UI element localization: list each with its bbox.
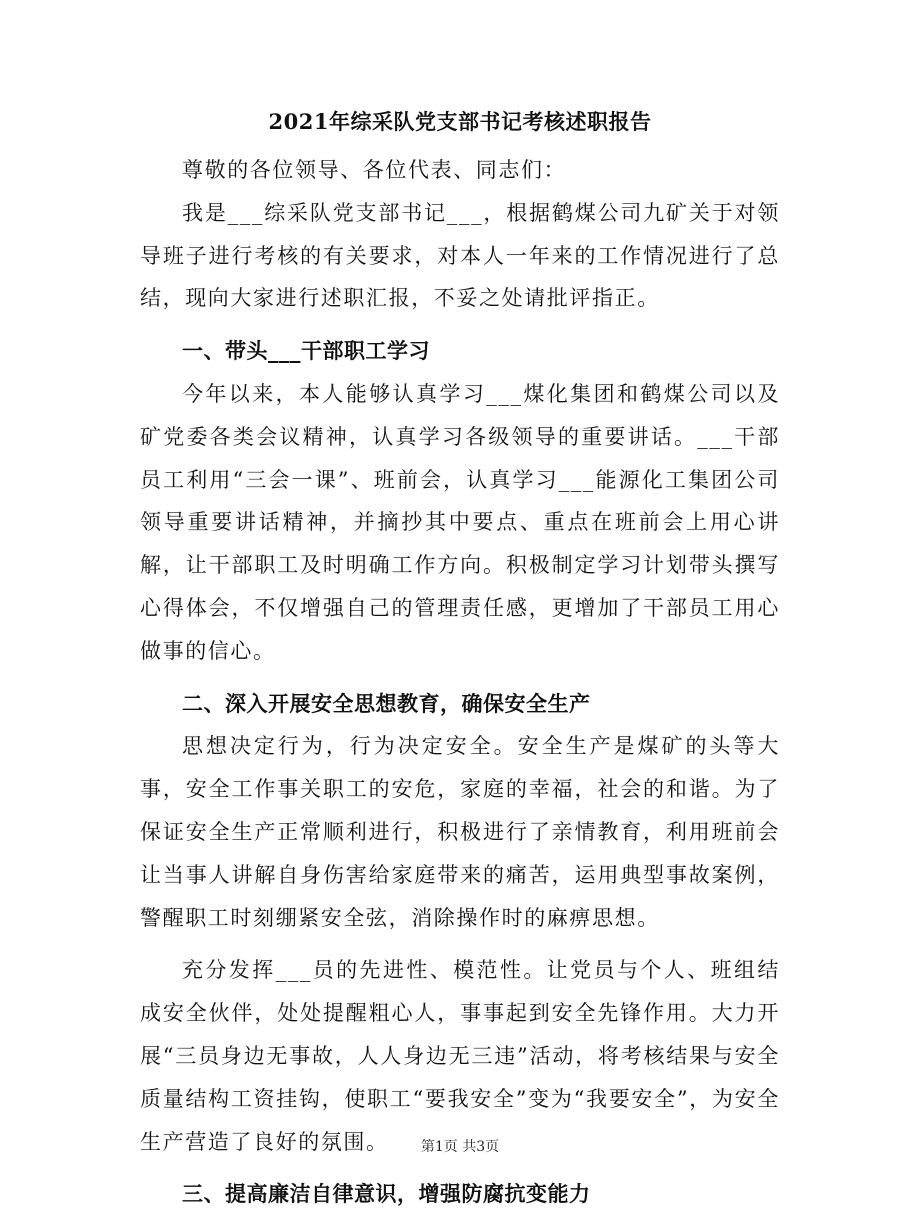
- section-2-paragraph-1: 思想决定行为，行为决定安全。安全生产是煤矿的头等大事，安全工作事关职工的安危，家庭的幸福，社会的和谐。为了保证安全生产正常顺利进行，积极进行了亲情教育，利用班前会让当事人讲解自身伤害给家庭带来的痛苦，运用典型事故案例，警醒职工时刻绷紧安全弦，消除操作时的麻痹思想。: [140, 734, 780, 930]
- page-number: 第1页 共3页: [420, 1139, 500, 1155]
- section-1-paragraph-1: 今年以来，本人能够认真学习___煤化集团和鹤煤公司以及矿党委各类会议精神，认真学习各级领导的重要讲话。___干部员工利用“三会一课”、班前会，认真学习___能源化工集团公司领导重要讲话精神，并摘抄其中要点、重点在班前会上用心讲解，让干部职工及时明确工作方向。积极制定学习计划带头撰写心得体会，不仅增强自己的管理责任感，更增加了干部员工用心做事的信心。: [140, 381, 780, 663]
- section-2-paragraph-2: 充分发挥___员的先进性、模范性。让党员与个人、班组结成安全伙伴，处处提醒粗心人，事事起到安全先锋作用。大力开展“三员身边无事故，人人身边无三违”活动，将考核结果与安全质量结构工资挂钩，使职工“要我安全”变为“我要安全”，为安全生产营造了良好的氛围。: [140, 958, 780, 1154]
- section-heading-3: 三、提高廉洁自律意识，增强防腐抗变能力: [182, 1181, 591, 1207]
- intro-paragraph: 我是___综采队党支部书记___，根据鹤煤公司九矿关于对领导班子进行考核的有关要求，对本人一年来的工作情况进行了总结，现向大家进行述职汇报，不妥之处请批评指正。: [140, 200, 780, 311]
- section-heading-2: 二、深入开展安全思想教育，确保安全生产: [182, 690, 591, 716]
- document-title: 2021年综采队党支部书记考核述职报告: [268, 109, 652, 134]
- document-body: [140, 149, 780, 1216]
- greeting-paragraph: 尊敬的各位领导、各位代表、同志们：: [182, 158, 567, 182]
- section-heading-1: 一、带头___干部职工学习: [182, 338, 430, 364]
